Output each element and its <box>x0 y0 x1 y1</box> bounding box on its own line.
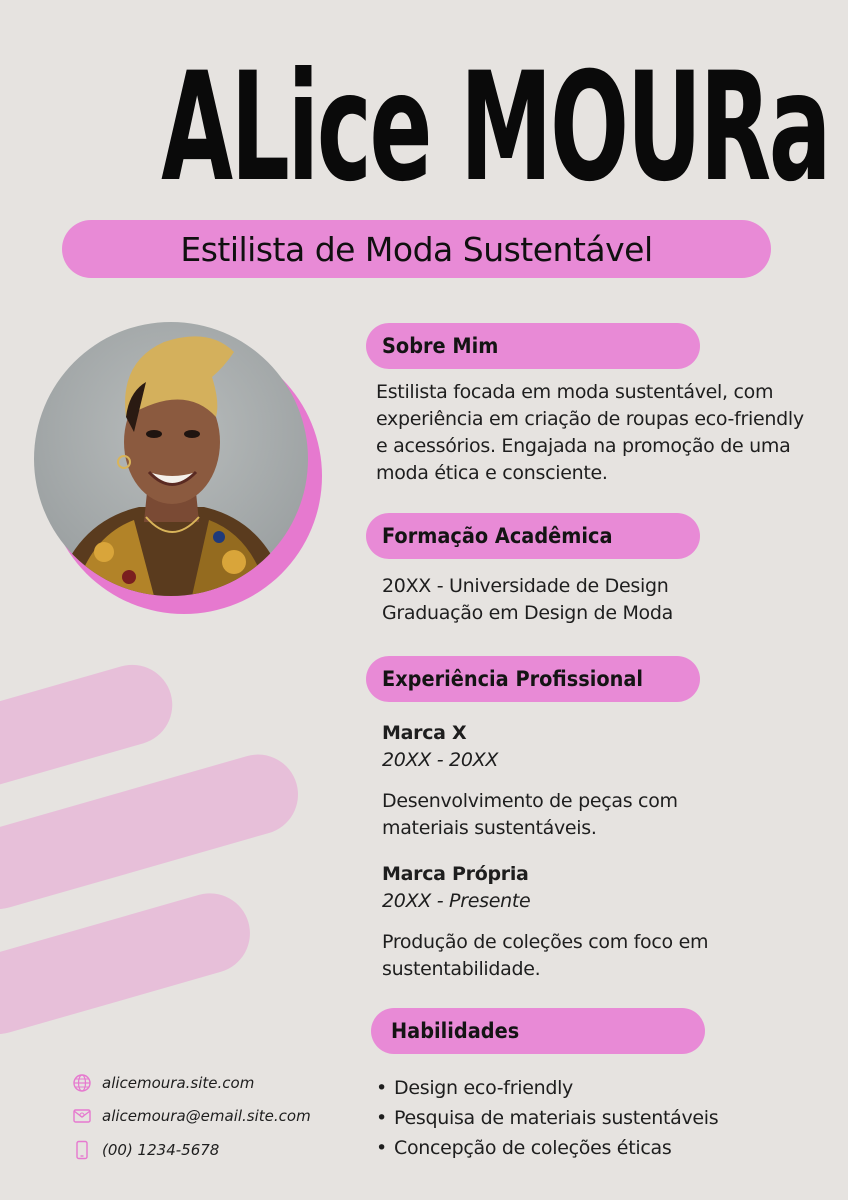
skill-item: • Pesquisa de materiais sustentáveis <box>376 1103 718 1133</box>
decor-stripe-3 <box>0 884 259 1044</box>
about-line: moda ética e consciente. <box>376 462 608 484</box>
skill-item: • Design eco-friendly <box>376 1073 718 1103</box>
about-title: Sobre Mim <box>382 334 499 358</box>
section-header-education <box>366 513 700 559</box>
job-description: sustentabilidade. <box>382 958 541 980</box>
about-line: e acessórios. Engajada na promoção de uma <box>376 435 791 457</box>
portrait-illustration <box>34 322 308 596</box>
job-company: Marca Própria <box>382 863 529 885</box>
role-title: Estilista de Moda Sustentável <box>180 229 653 269</box>
about-text <box>376 379 826 487</box>
phone-text: (00) 1234-5678 <box>102 1141 220 1159</box>
globe-icon <box>72 1073 92 1093</box>
job-company: Marca X <box>382 722 467 744</box>
job-description: materiais sustentáveis. <box>382 817 597 839</box>
contact-website[interactable] <box>72 1073 254 1093</box>
contact-phone[interactable] <box>72 1140 219 1160</box>
email-text: alicemoura@email.site.com <box>102 1107 311 1125</box>
website-text: alicemoura.site.com <box>102 1074 255 1092</box>
skill-item: • Concepção de coleções éticas <box>376 1133 718 1163</box>
job-description: Produção de coleções com foco em <box>382 931 709 953</box>
email-icon <box>72 1106 92 1126</box>
section-header-skills <box>371 1008 705 1054</box>
education-line: Graduação em Design de Moda <box>382 602 673 624</box>
section-header-about <box>366 323 700 369</box>
phone-icon <box>72 1140 92 1160</box>
job-entry <box>382 720 822 842</box>
experience-title: Experiência Profissional <box>382 667 644 691</box>
role-banner <box>62 220 771 278</box>
education-text <box>382 573 822 627</box>
about-line: experiência em criação de roupas eco-friendly <box>376 408 804 430</box>
about-line: Estilista focada em moda sustentável, com <box>376 381 774 403</box>
skills-title: Habilidades <box>391 1019 520 1043</box>
profile-photo <box>34 322 308 596</box>
job-description: Desenvolvimento de peças com <box>382 790 678 812</box>
education-line: 20XX - Universidade de Design <box>382 575 669 597</box>
job-entry <box>382 861 822 983</box>
skills-list <box>376 1073 718 1163</box>
section-header-experience <box>366 656 700 702</box>
contact-email[interactable] <box>72 1106 311 1126</box>
education-title: Formação Acadêmica <box>382 524 613 548</box>
decor-stripe-1 <box>0 655 182 798</box>
job-period: 20XX - Presente <box>382 890 531 912</box>
job-period: 20XX - 20XX <box>382 749 499 771</box>
resume-name: ALice MOURa <box>161 41 830 215</box>
